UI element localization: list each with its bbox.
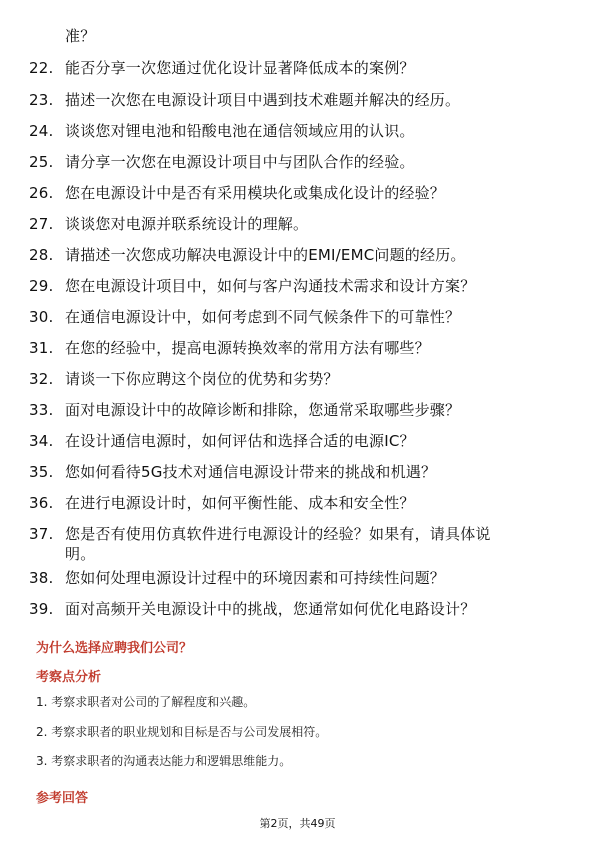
question-item <box>29 431 569 451</box>
question-item <box>29 307 569 327</box>
question-text: 谈谈您对电源并联系统设计的理解。 <box>65 215 309 233</box>
question-number: 29. <box>29 277 54 295</box>
question-item <box>29 152 569 172</box>
question-item <box>29 400 569 420</box>
question-item <box>29 462 569 482</box>
question-text: 准？ <box>65 27 96 45</box>
question-text: 您如何处理电源设计过程中的环境因素和可持续性问题？ <box>65 569 446 587</box>
question-text: 面对电源设计中的故障诊断和排除，您通常采取哪些步骤？ <box>65 401 461 419</box>
question-text: 在您的经验中，提高电源转换效率的常用方法有哪些？ <box>65 339 430 357</box>
question-continuation <box>29 26 569 46</box>
question-number: 35. <box>29 463 54 481</box>
question-item <box>29 599 569 619</box>
question-item <box>29 214 569 234</box>
question-text: 请分享一次您在电源设计项目中与团队合作的经验。 <box>65 153 415 171</box>
question-number: 34. <box>29 432 54 450</box>
question-text: 谈谈您对锂电池和铅酸电池在通信领域应用的认识。 <box>65 122 415 140</box>
analysis-point: 1. 考察求职者对公司的了解程度和兴趣。 <box>36 695 256 709</box>
question-number: 25. <box>29 153 54 171</box>
page-footer: 第2页，共49页 <box>259 817 336 830</box>
question-text: 在进行电源设计时，如何平衡性能、成本和安全性？ <box>65 494 415 512</box>
question-item <box>29 338 569 358</box>
question-item <box>29 245 569 265</box>
question-text: 您如何看待5G技术对通信电源设计带来的挑战和机遇？ <box>65 463 437 481</box>
reference-heading: 参考回答 <box>36 791 89 806</box>
question-number: 27. <box>29 215 54 233</box>
question-text: 明。 <box>65 545 96 563</box>
question-item <box>29 121 569 141</box>
question-number: 38. <box>29 569 54 587</box>
question-text: 面对高频开关电源设计中的挑战，您通常如何优化电路设计？ <box>65 600 476 618</box>
question-item <box>29 183 569 203</box>
question-item <box>29 493 569 513</box>
question-text: 您是否有使用仿真软件进行电源设计的经验？如果有，请具体说 <box>65 525 491 543</box>
question-number: 23. <box>29 91 54 109</box>
question-number: 31. <box>29 339 54 357</box>
question-number: 26. <box>29 184 54 202</box>
question-item <box>29 58 569 78</box>
question-text: 描述一次您在电源设计项目中遇到技术难题并解决的经历。 <box>65 91 461 109</box>
question-number: 24. <box>29 122 54 140</box>
section-heading: 为什么选择应聘我们公司？ <box>36 641 193 656</box>
question-number: 30. <box>29 308 54 326</box>
analysis-point: 3. 考察求职者的沟通表达能力和逻辑思维能力。 <box>36 754 292 768</box>
analysis-heading: 考察点分析 <box>36 670 102 685</box>
question-number: 22. <box>29 59 54 77</box>
question-text: 能否分享一次您通过优化设计显著降低成本的案例？ <box>65 59 415 77</box>
question-text: 请描述一次您成功解决电源设计中的EMI/EMC问题的经历。 <box>65 246 466 264</box>
question-text: 您在电源设计中是否有采用模块化或集成化设计的经验？ <box>65 184 446 202</box>
question-text: 请谈一下你应聘这个岗位的优势和劣势？ <box>65 370 339 388</box>
question-number: 36. <box>29 494 54 512</box>
question-item <box>29 568 569 588</box>
question-item <box>29 369 569 389</box>
question-text: 您在电源设计项目中，如何与客户沟通技术需求和设计方案？ <box>65 277 476 295</box>
question-text: 在通信电源设计中，如何考虑到不同气候条件下的可靠性？ <box>65 308 461 326</box>
question-number: 33. <box>29 401 54 419</box>
question-number: 28. <box>29 246 54 264</box>
question-item <box>29 524 569 544</box>
analysis-point: 2. 考察求职者的职业规划和目标是否与公司发展相符。 <box>36 725 328 739</box>
question-continuation <box>29 544 569 564</box>
question-number: 32. <box>29 370 54 388</box>
question-number: 39. <box>29 600 54 618</box>
question-text: 在设计通信电源时，如何评估和选择合适的电源IC？ <box>65 432 415 450</box>
question-item <box>29 276 569 296</box>
question-number: 37. <box>29 525 54 543</box>
question-item <box>29 90 569 110</box>
